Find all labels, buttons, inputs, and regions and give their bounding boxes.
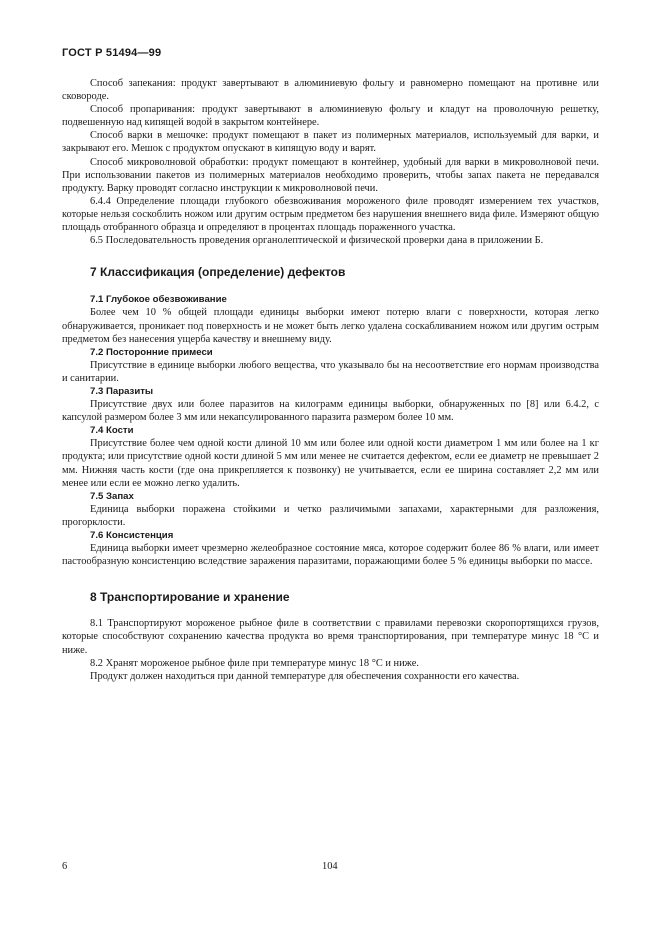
section-7-title: 7 Классификация (определение) дефектов	[90, 265, 346, 280]
section-8-title: 8 Транспортирование и хранение	[90, 590, 290, 605]
paragraph: Способ пропаривания: продукт завертывают в алюминиевую фольгу и кладут на проволочную решетку, подвешенную над кипящей водой в закрытом контейнере.	[62, 104, 599, 129]
document-body	[62, 77, 599, 683]
paragraph: Способ варки в мешочке: продукт помещают в пакет из полимерных материалов, используемый для варки, и закрывают его. Мешок с продуктом опускают в кипящую воду и варят.	[62, 130, 599, 155]
subsection-heading: 7.1 Глубокое обезвоживание	[90, 294, 227, 306]
document-code: ГОСТ Р 51494—99	[62, 47, 162, 59]
subsection-text: Более чем 10 % общей площади единицы выборки имеют потерю влаги с поверхности, которая легко обнаруживается, проникает под поверхность и не может быть легко удалена соскабливанием ножом или другим острым предметом без нанесения ущерба качеству и внешнему виду.	[62, 307, 599, 345]
sheet-number: 104	[322, 861, 338, 872]
subsection-heading: 7.2 Посторонние примеси	[90, 346, 213, 358]
paragraph: Способ микроволновой обработки: продукт помещают в контейнер, удобный для варки в микроволновой печи. При использовании пакетов из полимерных материалов необходимо проверить, чтобы запах пакета не передавался продукту. Варку проводят согласно инструкции к микроволновой печи.	[62, 156, 599, 194]
subsection-heading: 7.4 Кости	[90, 425, 134, 437]
paragraph: Продукт должен находиться при данной температуре для обеспечения сохранности его качества.	[90, 670, 520, 682]
subsection-text: Присутствие в единице выборки любого вещества, что указывало бы на несоответствие его нормам производства и санитарии.	[62, 359, 599, 384]
subsection-heading: 7.5 Запах	[90, 490, 134, 502]
paragraph: Способ запекания: продукт завертывают в алюминиевую фольгу и равномерно помещают на противне или сковороде.	[62, 78, 599, 103]
subsection-heading: 7.3 Паразиты	[90, 385, 154, 397]
subsection-heading: 7.6 Консистенция	[90, 530, 174, 541]
paragraph: 8.1 Транспортируют мороженое рыбное филе в соответствии с правилами перевозки скоропортящихся грузов, которые способствуют сохранению качества продукта во время транспортирования, при температуре минус 18 °С и ниже.	[62, 618, 599, 656]
subsection-text: Единица выборки поражена стойкими и четко различимыми запахами, характерными для разложения, прогорклости.	[62, 503, 599, 528]
subsection-text: Присутствие двух или более паразитов на килограмм единицы выборки, обнаруженных по [8] или 6.4.2, с капсулой размером более 3 мм или некапсулированного паразита размером более 10 мм.	[62, 399, 599, 424]
subsection-text: Единица выборки имеет чрезмерно желеобразное состояние мяса, которое содержит более 86 % влаги, или имеет пастообразную консистенцию вследствие заражения паразитами, поражающими более 5 % единицы выборки по массе.	[62, 543, 599, 568]
paragraph: 6.5 Последовательность проведения органолептической и физической проверки дана в приложении Б.	[90, 235, 544, 247]
paragraph: 6.4.4 Определение площади глубокого обезвоживания мороженого филе проводят измерением тех участков, которые нельзя соскоблить ножом или другим острым предметом без нарушения внешнего вида филе. Измеряют общую площадь отобранного образца и определяют в процентах площадь пораженного участка.	[62, 195, 599, 234]
paragraph: 8.2 Хранят мороженое рыбное филе при температуре минус 18 °С и ниже.	[90, 657, 419, 669]
subsection-text: Присутствие более чем одной кости длиной 10 мм или более или одной кости диаметром 1 мм или более на 1 кг продукта; или присутствие одной кости длиной 5 мм или менее не считается дефектом, если ее диаметр не превышает 2 мм. Нижняя часть кости (где она прикрепляется к позвонку) не учитывается, если ее ширина составляет 2,2 мм или менее или если ее можно легко удалить.	[62, 438, 599, 489]
page-number: 6	[62, 861, 68, 872]
